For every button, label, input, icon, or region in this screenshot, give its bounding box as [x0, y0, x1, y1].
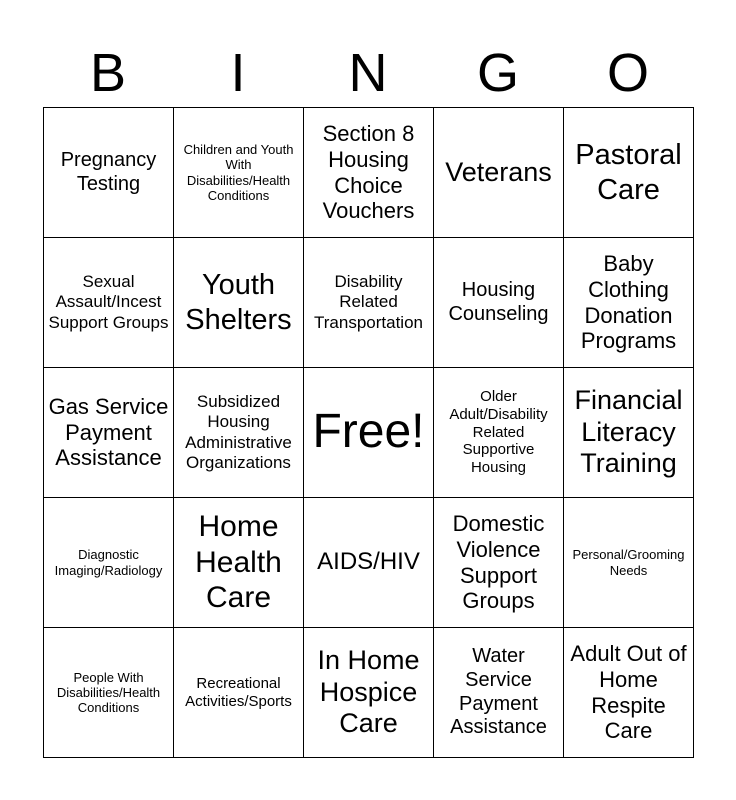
bingo-cell[interactable]: Children and Youth With Disabilities/Health Conditions	[174, 108, 304, 238]
bingo-cell[interactable]: Home Health Care	[174, 498, 304, 628]
bingo-cell[interactable]: Veterans	[434, 108, 564, 238]
free-space-cell[interactable]: Free!	[304, 368, 434, 498]
bingo-row	[44, 368, 694, 498]
bingo-cell[interactable]: Financial Literacy Training	[564, 368, 694, 498]
bingo-cell[interactable]: Sexual Assault/Incest Support Groups	[44, 238, 174, 368]
bingo-cell[interactable]: Diagnostic Imaging/Radiology	[44, 498, 174, 628]
bingo-cell[interactable]: AIDS/HIV	[304, 498, 434, 628]
bingo-cell[interactable]: Adult Out of Home Respite Care	[564, 628, 694, 758]
bingo-cell[interactable]: Section 8 Housing Choice Vouchers	[304, 108, 434, 238]
bingo-cell[interactable]: Pregnancy Testing	[44, 108, 174, 238]
bingo-card-grid	[43, 107, 694, 758]
bingo-cell[interactable]: Baby Clothing Donation Programs	[564, 238, 694, 368]
header-letter-o: O	[606, 43, 649, 103]
bingo-cell[interactable]: Recreational Activities/Sports	[174, 628, 304, 758]
bingo-cell[interactable]: Personal/Grooming Needs	[564, 498, 694, 628]
bingo-row	[44, 498, 694, 628]
bingo-cell[interactable]: Older Adult/Disability Related Supportive Housing	[434, 368, 564, 498]
bingo-cell[interactable]: Gas Service Payment Assistance	[44, 368, 174, 498]
bingo-row	[44, 628, 694, 758]
bingo-row	[44, 238, 694, 368]
bingo-cell[interactable]: In Home Hospice Care	[304, 628, 434, 758]
header-letter-i: I	[230, 43, 246, 103]
header-letter-n: N	[348, 43, 388, 103]
bingo-cell[interactable]: Disability Related Transportation	[304, 238, 434, 368]
bingo-cell[interactable]: Youth Shelters	[174, 238, 304, 368]
bingo-cell[interactable]: Domestic Violence Support Groups	[434, 498, 564, 628]
bingo-cell[interactable]: Water Service Payment Assistance	[434, 628, 564, 758]
bingo-cell[interactable]: People With Disabilities/Health Conditions	[44, 628, 174, 758]
bingo-cell[interactable]: Pastoral Care	[564, 108, 694, 238]
header-letter-b: B	[89, 43, 127, 103]
header-letter-g: G	[476, 43, 519, 103]
bingo-row	[44, 108, 694, 238]
bingo-cell[interactable]: Subsidized Housing Administrative Organizations	[174, 368, 304, 498]
bingo-header	[43, 40, 693, 106]
bingo-cell[interactable]: Housing Counseling	[434, 238, 564, 368]
